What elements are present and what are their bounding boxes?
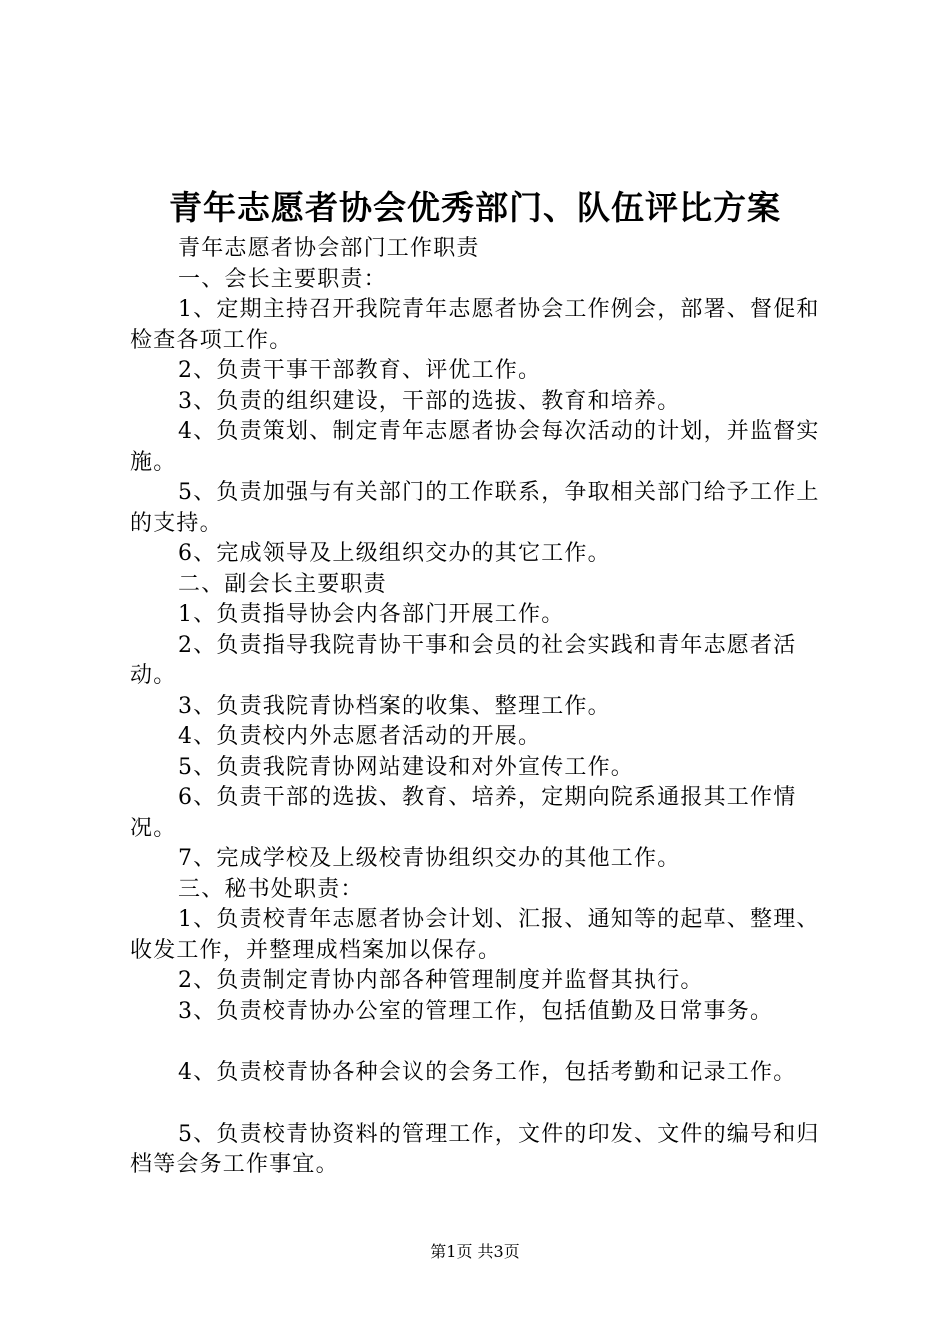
subsection-heading: 一、会长主要职责： xyxy=(178,266,387,292)
list-item: 2、负责指导我院青协干事和会员的社会实践和青年志愿者活动。 xyxy=(130,632,797,688)
list-item: 5、负责我院青协网站建设和对外宣传工作。 xyxy=(178,754,634,780)
list-item: 3、负责我院青协档案的收集、整理工作。 xyxy=(178,693,611,719)
document-title: 青年志愿者协会优秀部门、队伍评比方案 xyxy=(169,188,781,227)
page-number-footer: 第1页 共3页 xyxy=(430,1242,520,1261)
list-item: 5、负责加强与有关部门的工作联系，争取相关部门给予工作上的支持。 xyxy=(130,480,820,536)
list-item: 4、负责策划、制定青年志愿者协会每次活动的计划，并监督实施。 xyxy=(130,419,820,475)
subsection-heading: 三、秘书处职责： xyxy=(178,876,364,902)
list-item: 1、负责指导协会内各部门开展工作。 xyxy=(178,602,565,627)
document-body xyxy=(130,234,840,1181)
list-item: 4、负责校青协各种会议的会务工作，包括考勤和记录工作。 xyxy=(178,1060,797,1085)
list-item: 6、负责干部的选拔、教育、培养，定期向院系通报其工作情况。 xyxy=(130,785,797,841)
list-item: 2、负责干事干部教育、评优工作。 xyxy=(178,358,542,383)
list-item: 7、完成学校及上级校青协组织交办的其他工作。 xyxy=(178,846,681,871)
subsection-heading: 二、副会长主要职责 xyxy=(178,571,387,597)
list-item: 1、定期主持召开我院青年志愿者协会工作例会，部署、督促和检查各项工作。 xyxy=(130,297,820,353)
list-item: 2、负责制定青协内部各种管理制度并监督其执行。 xyxy=(178,968,704,993)
list-item: 1、负责校青年志愿者协会计划、汇报、通知等的起草、整理、收发工作，并整理成档案加以保存。 xyxy=(130,907,820,963)
list-item: 3、负责校青协办公室的管理工作，包括值勤及日常事务。 xyxy=(178,998,774,1024)
list-item: 4、负责校内外志愿者活动的开展。 xyxy=(178,724,542,749)
list-item: 3、负责的组织建设，干部的选拔、教育和培养。 xyxy=(178,388,681,414)
section-heading: 青年志愿者协会部门工作职责 xyxy=(178,236,480,261)
list-item: 6、完成领导及上级组织交办的其它工作。 xyxy=(178,541,611,566)
list-item: 5、负责校青协资料的管理工作，文件的印发、文件的编号和归档等会务工作事宜。 xyxy=(130,1121,820,1177)
